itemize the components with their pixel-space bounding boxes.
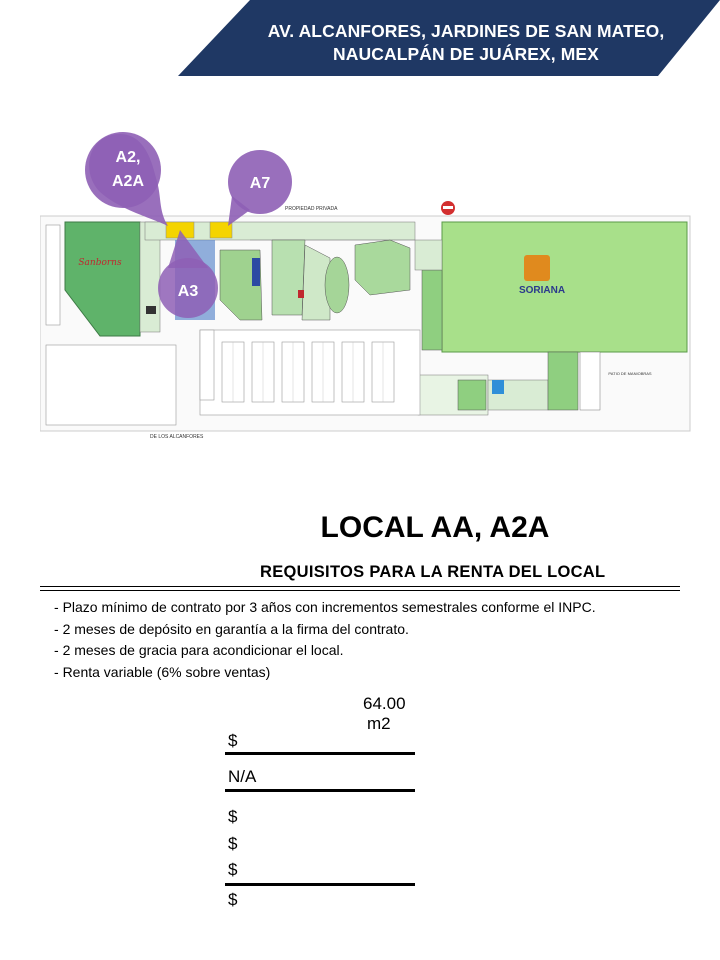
- marker-a7: [228, 150, 292, 226]
- address-line-2: NAUCALPÁN DE JUÁREX, MEX: [333, 44, 599, 64]
- requirements-title: REQUISITOS PARA LA RENTA DEL LOCAL: [260, 563, 606, 581]
- site-plan-drawing: [40, 130, 700, 440]
- private-property-label: PROPIEDAD PRIVADA: [285, 206, 338, 212]
- requirement-item: - 2 meses de gracia para acondicionar el local.: [54, 640, 596, 662]
- address-line-1: AV. ALCANFORES, JARDINES DE SAN MATEO,: [267, 21, 665, 41]
- marker-a3-label: A3: [177, 283, 199, 300]
- requirement-item: - 2 meses de depósito en garantía a la firma del contrato.: [54, 619, 596, 641]
- marker-a2a-label: A2A: [111, 173, 145, 190]
- superficie-value: 64.00 m2: [363, 694, 406, 733]
- address-title: [218, 20, 714, 66]
- underline: [225, 752, 415, 755]
- currency-symbol: $: [228, 834, 238, 853]
- divider: [40, 590, 680, 591]
- requirements-list: [54, 597, 596, 683]
- marker-a2-label: A2,: [115, 149, 141, 166]
- site-plan: [40, 130, 700, 440]
- requirement-item: - Plazo mínimo de contrato por 3 años con incrementos semestrales conforme el INPC.: [54, 597, 596, 619]
- underline: [225, 883, 415, 886]
- soriana-label: SORIANA: [518, 285, 566, 296]
- sanborns-label: Sanborns: [78, 258, 122, 268]
- header-banner: [178, 0, 720, 76]
- currency-symbol: $: [228, 860, 238, 879]
- street-label: DE LOS ALCANFORES: [150, 434, 204, 440]
- anticipadas-value: N/A: [228, 767, 257, 786]
- marker-a7-label: A7: [249, 175, 271, 192]
- currency-symbol: $: [228, 807, 238, 826]
- requirement-item: - Renta variable (6% sobre ventas): [54, 662, 596, 684]
- local-title: LOCAL AA, A2A: [320, 511, 550, 544]
- currency-symbol: $: [228, 731, 238, 750]
- marker-a2-a2a: [85, 132, 168, 226]
- underline: [225, 789, 415, 792]
- currency-symbol: $: [228, 890, 238, 909]
- divider: [40, 586, 680, 587]
- parking-label: PATIO DE MANIOBRAS: [608, 371, 652, 376]
